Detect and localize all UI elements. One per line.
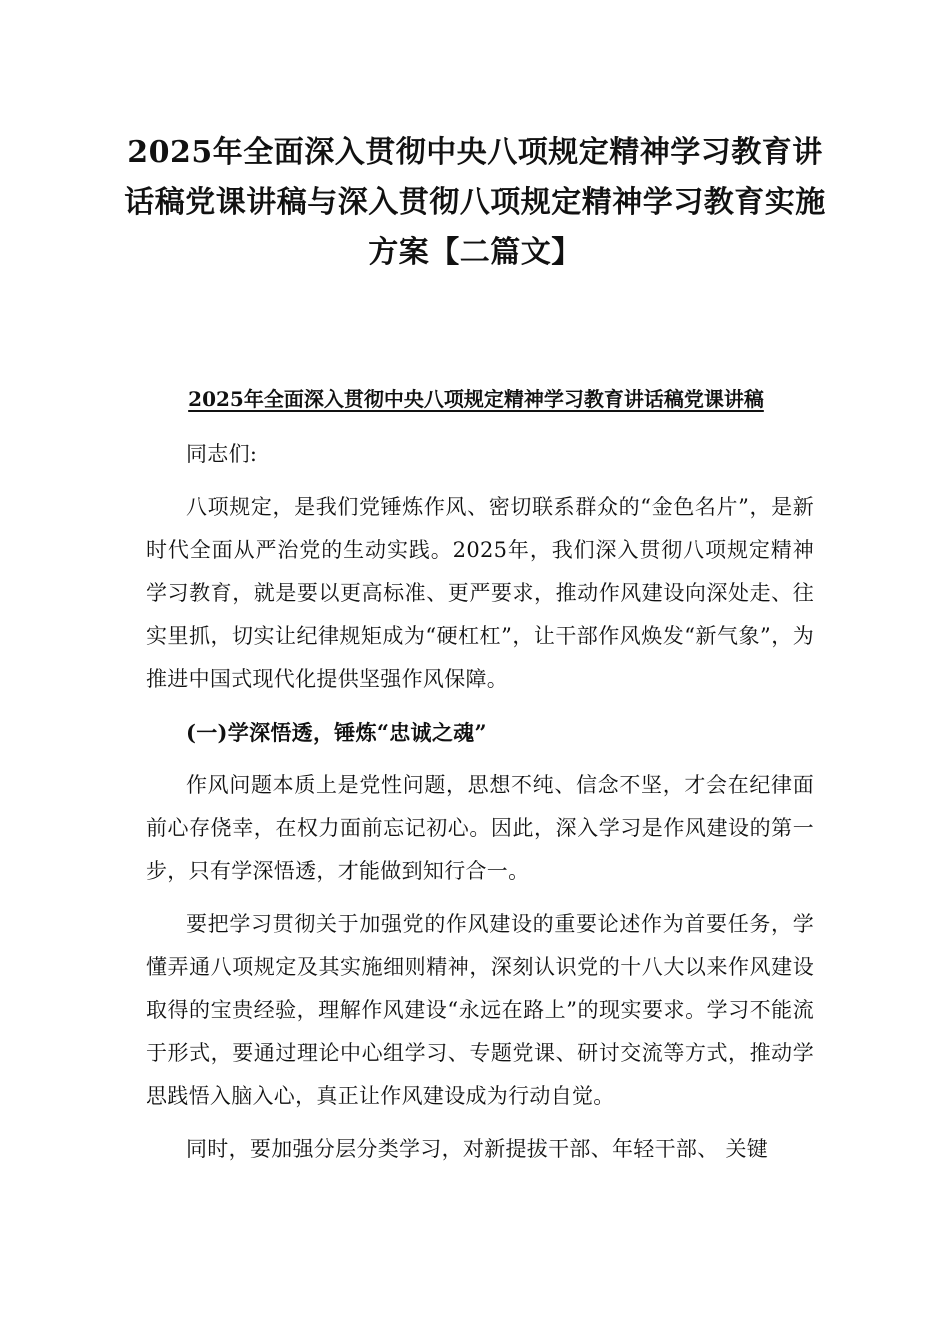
paragraph-4: 同时，要加强分层分类学习，对新提拔干部、年轻干部、 关键 [186, 1137, 769, 1161]
section-heading-1: (一)学深悟透，锤炼“忠诚之魂” [186, 720, 487, 745]
title-line-2: 话稿党课讲稿与深入贯彻八项规定精神学习教育实施 [124, 185, 826, 220]
salutation: 同志们: [186, 442, 258, 466]
title-line-1: 2025年全面深入贯彻中央八项规定精神学习教育讲 [127, 135, 823, 170]
document-body [146, 433, 814, 1171]
section-subtitle: 2025年全面深入贯彻中央八项规定精神学习教育讲话稿党课讲稿 [188, 387, 764, 411]
paragraph-2: 作风问题本质上是党性问题，思想不纯、信念不坚，才会在纪律面前心存侥幸，在权力面前忘记初心。因此，深入学习是作风建设的第一步，只有学深悟透，才能做到知行合一。 [146, 773, 814, 883]
paragraph-3: 要把学习贯彻关于加强党的作风建设的重要论述作为首要任务，学懂弄通八项规定及其实施细则精神，深刻认识党的十八大以来作风建设取得的宝贵经验，理解作风建设“永远在路上”的现实要求。学习不能流于形式，要通过理论中心组学习、专题党课、研讨交流等方式，推动学思践悟入脑入心，真正让作风建设成为行动自觉。 [146, 912, 814, 1108]
paragraph-intro: 八项规定，是我们党锤炼作风、密切联系群众的“金色名片”，是新时代全面从严治党的生动实践。2025年，我们深入贯彻八项规定精神学习教育，就是要以更高标准、更严要求，推动作风建设向深处走、往实里抓，切实让纪律规矩成为“硬杠杠”，让干部作风焕发“新气象”，为推进中国式现代化提供坚强作风保障。 [146, 495, 814, 691]
document-title [120, 128, 830, 278]
title-line-3: 方案【二篇文】 [368, 235, 582, 270]
